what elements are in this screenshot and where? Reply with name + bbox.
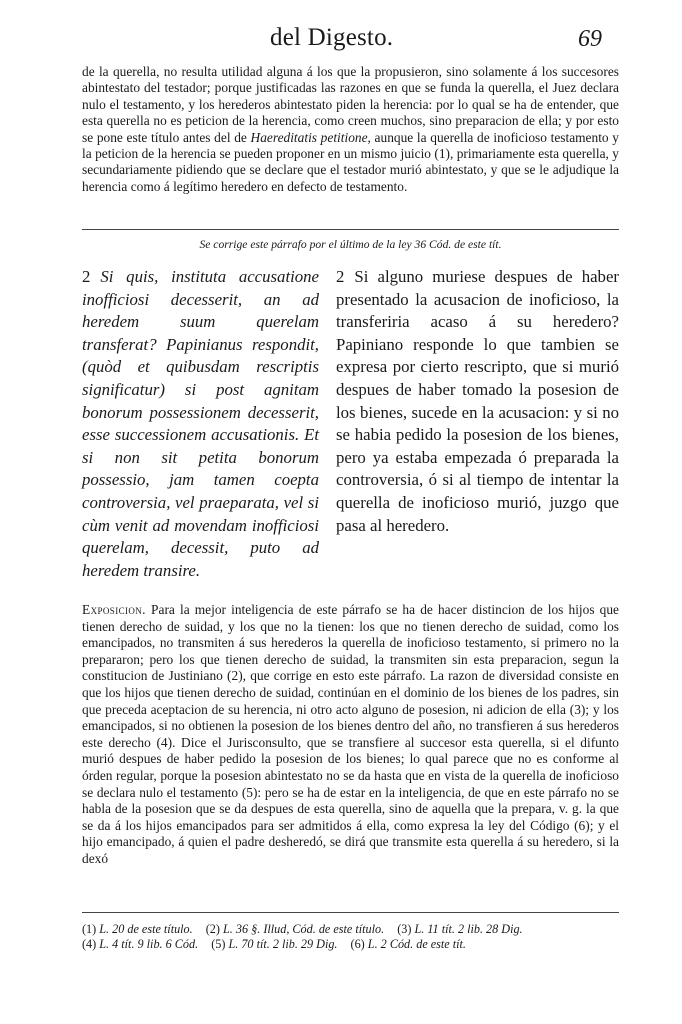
intro-title-italic: Haereditatis petitione: [250, 129, 368, 145]
correction-note: Se corrige este párrafo por el último de la ley 36 Cód. de este tít.: [199, 238, 502, 251]
footnote-divider: [82, 912, 619, 913]
latin-column: [82, 266, 319, 582]
spanish-paragraph-number: 2: [336, 267, 345, 286]
intro-text-before: de la querella, no resulta utilidad alguna á los que la propusieron, sino solamente á los succesores abintestato del testador; porque justificadas las razones en que se funda la querella, el Juez declara nulo el testamento, y los herederos abintestato piden la herencia: por lo qual se ha de entender, que esta querella no es peticion de la herencia, como creen muchos, sino preparacion de ella; y por esto se pone este título antes del de: [82, 64, 619, 145]
footnotes: [82, 922, 619, 952]
exposicion-paragraph: [82, 602, 619, 868]
latin-text: Si quis, instituta accusatione inofficiosi decesserit, an ad heredem suum querelam transferat? Papinianus respondit, (quòd et quibusdam rescriptis significatur) si post agnitam bonorum possessionem decesserit, esse successionem accusationis. Et si non sit petita bonorum possessio, jam tamen coepta controversia, vel praeparata, vel si cùm venit ad movendam inofficiosi querelam, decessit, puto ad heredem transire.: [82, 267, 319, 580]
latin-paragraph-number: 2: [82, 267, 91, 286]
running-head: [0, 24, 682, 58]
intro-text-after: , aunque la querella de inoficioso testamento y la peticion de la herencia se pueden proponer en un mismo juicio (1), primariamente esta querella, y secundariamente pidiendo que se declare que el testador murió abintestato, y que se le adjudique la herencia como á legítimo heredero en defecto de testamento.: [82, 129, 619, 194]
section-divider: [82, 229, 619, 230]
footnote-5: (5) L. 70 tít. 2 lib. 29 Dig.: [211, 937, 338, 951]
footnote-line: [82, 937, 619, 952]
footnote-1: (1) L. 20 de este título.: [82, 922, 193, 936]
footnote-4: (4) L. 4 tít. 9 lib. 6 Cód.: [82, 937, 199, 951]
footnote-3: (3) L. 11 tít. 2 lib. 28 Dig.: [397, 922, 523, 936]
exposicion-label: Exposicion.: [82, 602, 146, 617]
footnote-2: (2) L. 36 §. Illud, Cód. de este título.: [205, 922, 385, 936]
exposicion-text: Para la mejor inteligencia de este párrafo se ha de hacer distincion de los hijos que tienen derecho de suidad, y los que no la tienen: los que no tienen derecho de suidad, como los emancipados, no transmiten á sus herederos la querella de inoficioso testamento, si primero no la prepararon; pero los que tienen derecho de suidad, la transmiten sin esta preparacion, segun la constitucion de Justiniano (2), que corrige en esto este párrafo. La razon de diversidad consiste en que los hijos que tienen derecho de suidad, continúan en el dominio de los bienes de los padres, sin que preceda aceptacion de su herencia, ni otro acto alguno de posesion, ni adicion de ella (3); y los emancipados, si no obtienen la posesion de los bienes dentro del año, no transfieren á sus herederos este derecho (4). Dice el Jurisconsulto, que se transfiere al succesor esta querella, si el difunto murió despues de haber pedido la posesion de los bienes; lo qual parece que no es conforme al órden regular, porque la posesion abintestato no se da hasta que en vista de la querella de inoficioso se declara nulo el testamento (5): pero se ha de estar en la inteligencia, de que en este párrafo no se habla de la posesion que se da despues de esta querella, sino de aquella que la prepara, v. g. la que se da á los hijos emancipados para ser admitidos á ella, como expresa la ley del Código (6); y el hijo emancipado, á quien el padre desheredó, se dirá que transmite esta querella á su heredero, si la dexó: [82, 602, 619, 866]
spanish-column: [336, 266, 619, 537]
footnote-6: (6) L. 2 Cód. de este tít.: [350, 937, 466, 951]
spanish-text: Si alguno muriese despues de haber presentado la acusacion de inoficioso, la transferiria acaso á su heredero? Papiniano responde lo que tambien se expresa por cierto rescripto, que si murió despues de haber tomado la posesion de los bienes, sucede en la acusacion: y si no se habia pedido la posesion de los bienes, pero ya estaba empezada ó preparada la controversia, ó si al tiempo de intentar la querella de inoficioso murió, juzgo que pasa al heredero.: [336, 267, 619, 535]
page-number: 69: [578, 26, 602, 52]
footnote-line: [82, 922, 619, 937]
running-title: del Digesto.: [270, 24, 394, 51]
intro-paragraph: [82, 64, 619, 195]
